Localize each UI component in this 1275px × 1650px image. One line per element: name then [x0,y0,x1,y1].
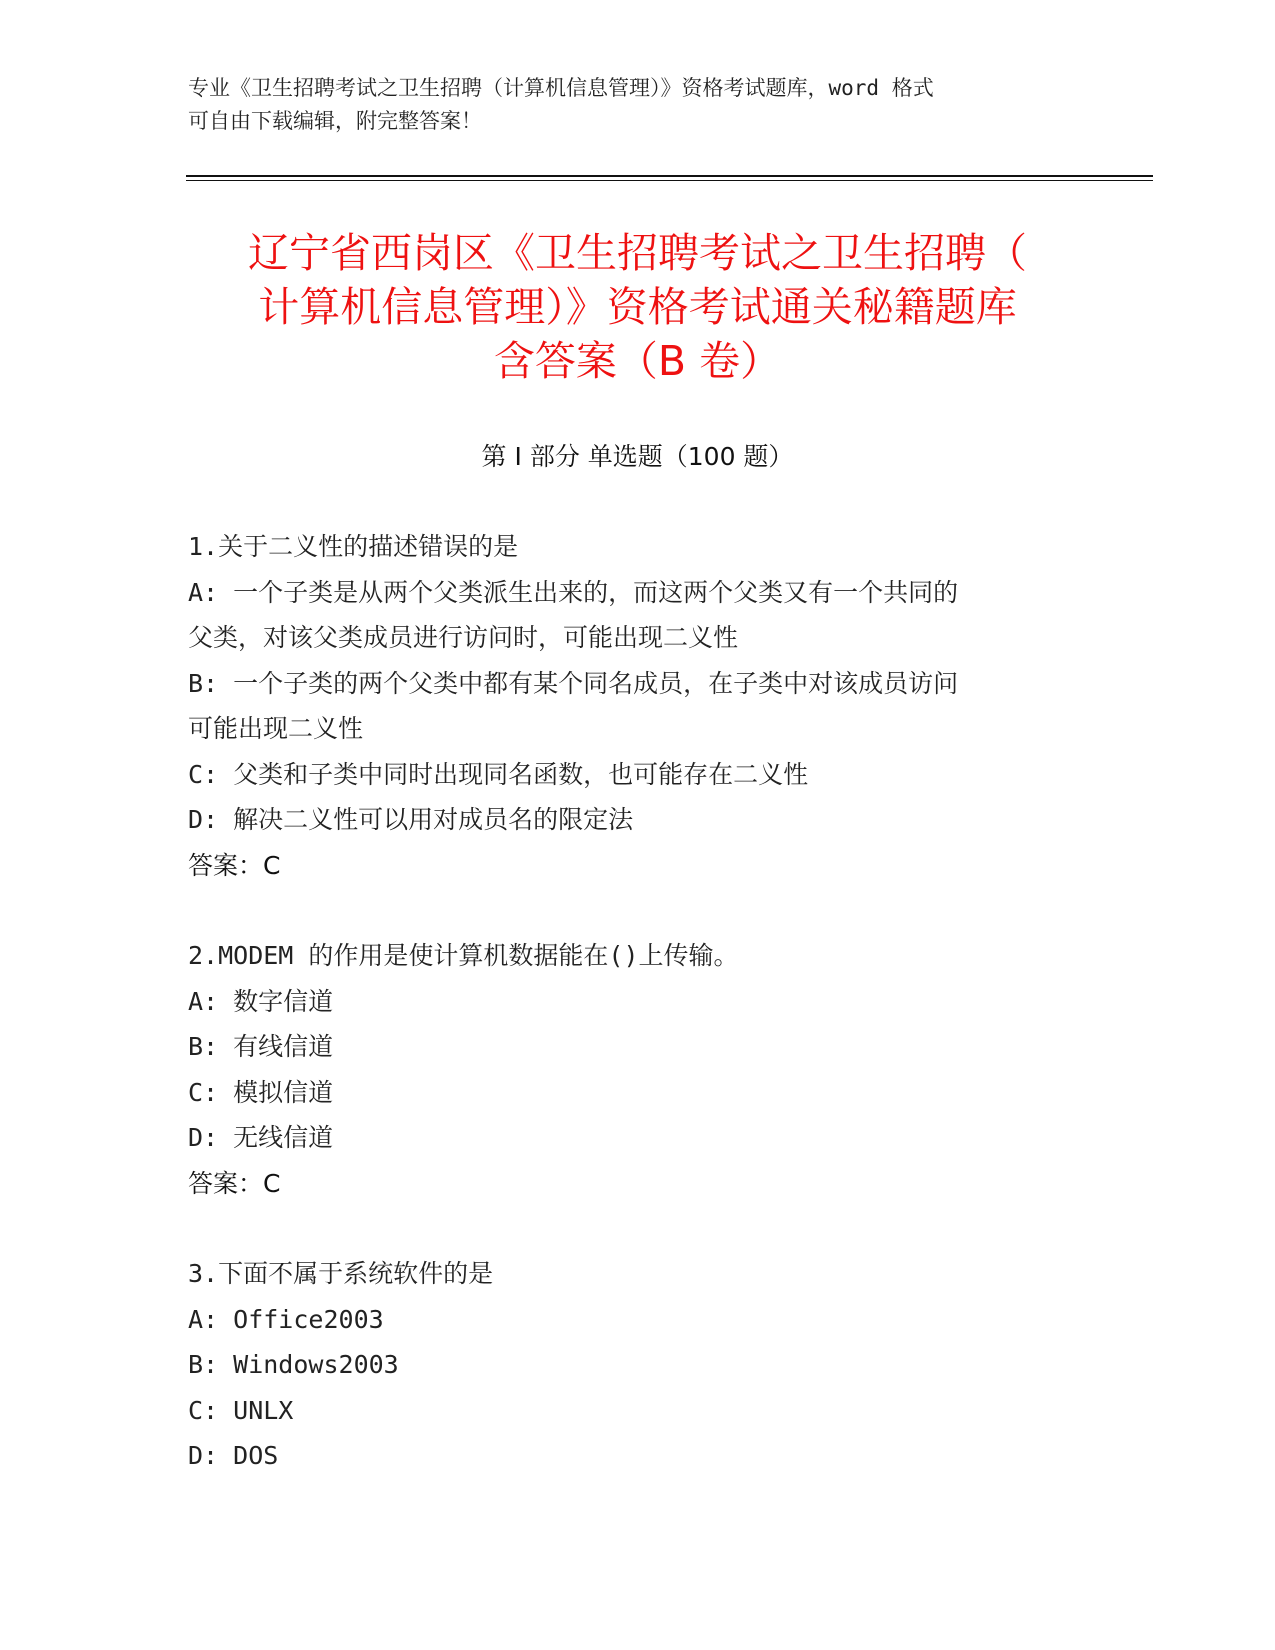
header-note-line: 专业《卫生招聘考试之卫生招聘（计算机信息管理）》资格考试题库，word 格式 [188,76,934,100]
answer: 答案：C [188,850,281,880]
header-note [188,72,1068,138]
option-d: D: 无线信道 [188,1123,334,1152]
question-2 [188,933,1088,1206]
document-title [180,226,1095,388]
option-c: C: 父类和子类中同时出现同名函数，也可能存在二义性 [188,759,809,789]
question-3 [188,1251,1088,1479]
option-b: B: 一个子类的两个父类中都有某个同名成员，在子类中对该成员访问 [188,668,959,698]
answer: 答案：C [188,1168,281,1198]
option-d: D: 解决二义性可以用对成员名的限定法 [188,805,634,834]
option-a: A: 一个子类是从两个父类派生出来的，而这两个父类又有一个共同的 [188,577,959,607]
title-line: 计算机信息管理）》资格考试通关秘籍题库 [258,283,1017,331]
option-c: C: 模拟信道 [188,1077,334,1107]
question-stem: 1.关于二义性的描述错误的是 [188,532,519,561]
question-stem: 2.MODEM 的作用是使计算机数据能在()上传输。 [188,941,739,970]
question-1 [188,524,1088,888]
option-d: D: DOS [188,1441,279,1470]
option-b: B: Windows2003 [188,1350,399,1379]
title-line: 辽宁省西岗区《卫生招聘考试之卫生招聘（ [248,229,1027,277]
option-a: A: Office2003 [188,1304,384,1334]
option-b: B: 有线信道 [188,1032,334,1061]
question-stem: 3.下面不属于系统软件的是 [188,1259,494,1288]
section-heading: 第 I 部分 单选题（100 题） [481,442,794,471]
option-a-continued: 父类，对该父类成员进行访问时，可能出现二义性 [188,623,739,652]
option-a: A: 数字信道 [188,986,334,1016]
header-divider [186,180,1153,181]
title-line: 含答案（B 卷） [493,337,782,385]
option-b-continued: 可能出现二义性 [188,714,364,743]
option-c: C: UNLX [188,1395,294,1425]
header-divider [186,175,1153,177]
header-note-line: 可自由下载编辑，附完整答案！ [188,109,482,133]
